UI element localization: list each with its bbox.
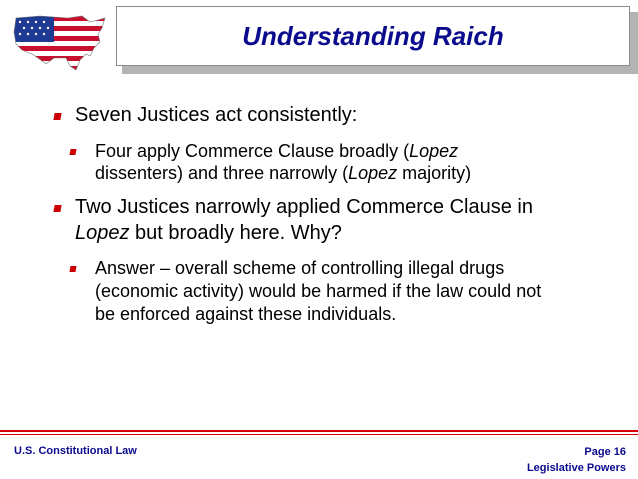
bullet-2-text-c: but broadly here. Why? (129, 222, 342, 244)
footer-page-number: Page 16 (584, 446, 626, 458)
bullet-2-line-1: Two Justices narrowly applied Commerce Clause in (75, 196, 533, 218)
title-box (116, 6, 630, 66)
lopez-italic-3: Lopez (75, 222, 130, 244)
sub-bullet-1-text-c: dissenters) and three narrowly ( (95, 163, 349, 183)
lopez-italic-2: Lopez (348, 163, 398, 183)
sub-bullet-1-text-a: Four apply Commerce Clause broadly ( (95, 141, 410, 161)
sub-bullet-2-line-2: (economic activity) would be harmed if the law could not (95, 281, 542, 301)
footer-course: U.S. Constitutional Law (14, 445, 137, 457)
sub-bullet-2-line-3: be enforced against these individuals. (95, 304, 397, 324)
bullet-icon (53, 113, 61, 120)
sub-bullet-icon (69, 266, 76, 272)
lopez-italic-1: Lopez (409, 141, 459, 161)
sub-bullet-1-line-2 (95, 162, 471, 184)
footer-rule-thin (0, 434, 638, 435)
footer-rule (0, 430, 638, 432)
sub-bullet-1-text-e: majority) (397, 163, 472, 183)
bullet-1-text: Seven Justices act consistently: (75, 104, 358, 126)
us-flag-map-icon (10, 8, 110, 76)
bullet-2-line-2 (75, 220, 342, 246)
sub-bullet-2-line-1: Answer – overall scheme of controlling illegal drugs (95, 258, 505, 278)
bullet-icon (53, 205, 61, 212)
footer-right (527, 444, 626, 476)
sub-bullet-icon (69, 149, 76, 155)
sub-bullet-1-line-1 (95, 140, 458, 162)
slide-title: Understanding Raich (242, 20, 504, 51)
footer-section: Legislative Powers (526, 462, 626, 474)
